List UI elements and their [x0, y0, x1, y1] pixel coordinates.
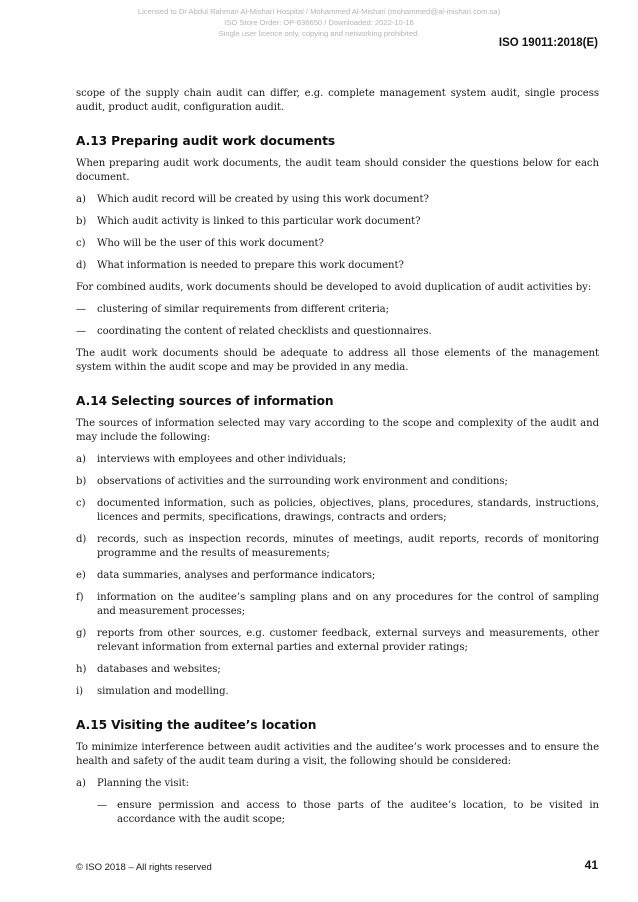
document-body: [76, 87, 599, 835]
paragraph: The audit work documents should be adequate to address all those elements of the management system within the audit scope and may be provided in any media.: [76, 348, 599, 373]
list-label: a): [76, 194, 86, 205]
list-text: records, such as inspection records, minutes of meetings, audit reports, records of monitoring programme and the results of measurements;: [97, 534, 599, 559]
section-title: Preparing audit work documents: [111, 134, 336, 148]
list-label: h): [76, 664, 87, 675]
watermark-line-3: Single user licence only, copying and networking prohibited.: [218, 29, 420, 39]
dash-label: —: [97, 800, 108, 811]
list-item: [76, 533, 599, 561]
list-text: information on the auditee’s sampling plans and on any procedures for the control of sampling and measurement processes;: [97, 592, 599, 617]
dash-text: coordinating the content of related checklists and questionnaires.: [97, 326, 432, 337]
section-a15: [76, 717, 599, 827]
list-label: b): [76, 216, 87, 227]
section-number: A.15: [76, 718, 108, 732]
list-item: [76, 777, 599, 791]
section-number: A.13: [76, 134, 108, 148]
list-item: [76, 685, 599, 699]
section-heading: [76, 393, 599, 409]
section-a14: [76, 393, 599, 699]
dash-label: —: [76, 326, 87, 337]
list-label: c): [76, 238, 86, 249]
dash-item: [76, 303, 599, 317]
list-text: interviews with employees and other individuals;: [97, 454, 347, 465]
list-text: data summaries, analyses and performance indicators;: [97, 570, 376, 581]
list-text: databases and websites;: [97, 664, 221, 675]
list-text: Which audit activity is linked to this particular work document?: [97, 216, 421, 227]
section-heading: [76, 133, 599, 149]
copyright-notice: © ISO 2018 – All rights reserved: [76, 862, 212, 873]
list-label: a): [76, 778, 86, 789]
list-item: [76, 627, 599, 655]
dash-text: clustering of similar requirements from different criteria;: [97, 304, 389, 315]
page-number: 41: [584, 858, 598, 872]
list-text: simulation and modelling.: [97, 686, 229, 697]
list-item: [76, 215, 599, 229]
list-item: [76, 259, 599, 273]
list-item: [76, 591, 599, 619]
list-label: g): [76, 628, 87, 639]
list-text: documented information, such as policies, objectives, plans, procedures, standards, instructions, licences and permits, specifications, drawings, contracts and orders;: [97, 498, 599, 523]
list-text: reports from other sources, e.g. customer feedback, external surveys and measurements, other relevant information from external parties and external provider ratings;: [97, 628, 599, 653]
list-item: [76, 193, 599, 207]
paragraph: For combined audits, work documents should be developed to avoid duplication of audit activities by:: [76, 282, 592, 293]
list-item: [76, 237, 599, 251]
list-label: d): [76, 260, 87, 271]
list-item: [76, 569, 599, 583]
standard-id: ISO 19011:2018(E): [498, 37, 598, 49]
section-a13: [76, 133, 599, 375]
sub-dash-item: [97, 799, 599, 827]
paragraph: To minimize interference between audit activities and the auditee’s work processes and to ensure the health and safety of the audit team during a visit, the following should be considered:: [76, 742, 599, 767]
watermark-line-2: ISO Store Order: OP-636650 / Downloaded: 2022-10-16: [224, 18, 414, 28]
license-watermark: [0, 6, 638, 40]
list-label: a): [76, 454, 86, 465]
list-text: observations of activities and the surrounding work environment and conditions;: [97, 476, 508, 487]
list-label: f): [76, 592, 84, 603]
paragraph: The sources of information selected may vary according to the scope and complexity of the audit and may include the following:: [76, 418, 599, 443]
list-item: [76, 497, 599, 525]
paragraph: When preparing audit work documents, the audit team should consider the questions below for each document.: [76, 158, 599, 183]
section-title: Visiting the auditee’s location: [111, 718, 317, 732]
list-text: Which audit record will be created by using this work document?: [97, 194, 429, 205]
dash-text: ensure permission and access to those parts of the auditee’s location, to be visited in accordance with the audit scope;: [117, 800, 599, 825]
watermark-line-1: Licensed to Dr Abdul Rahman Al-Mishari Hospital / Mohammed Al-Mishari (mohammed@al-mishari.com.sa): [137, 7, 501, 16]
list-label: d): [76, 534, 87, 545]
dash-label: —: [76, 304, 87, 315]
dash-item: [76, 325, 599, 339]
list-text: What information is needed to prepare this work document?: [97, 260, 404, 271]
list-item: [76, 453, 599, 467]
list-text: Who will be the user of this work document?: [97, 238, 324, 249]
list-item: [76, 663, 599, 677]
intro-paragraph: scope of the supply chain audit can differ, e.g. complete management system audit, single process audit, product audit, configuration audit.: [76, 88, 599, 113]
list-item: [76, 475, 599, 489]
list-label: e): [76, 570, 86, 581]
list-text: Planning the visit:: [97, 778, 190, 789]
section-heading: [76, 717, 599, 733]
list-label: c): [76, 498, 86, 509]
list-label: i): [76, 686, 84, 697]
section-number: A.14: [76, 394, 108, 408]
list-label: b): [76, 476, 87, 487]
section-title: Selecting sources of information: [111, 394, 334, 408]
